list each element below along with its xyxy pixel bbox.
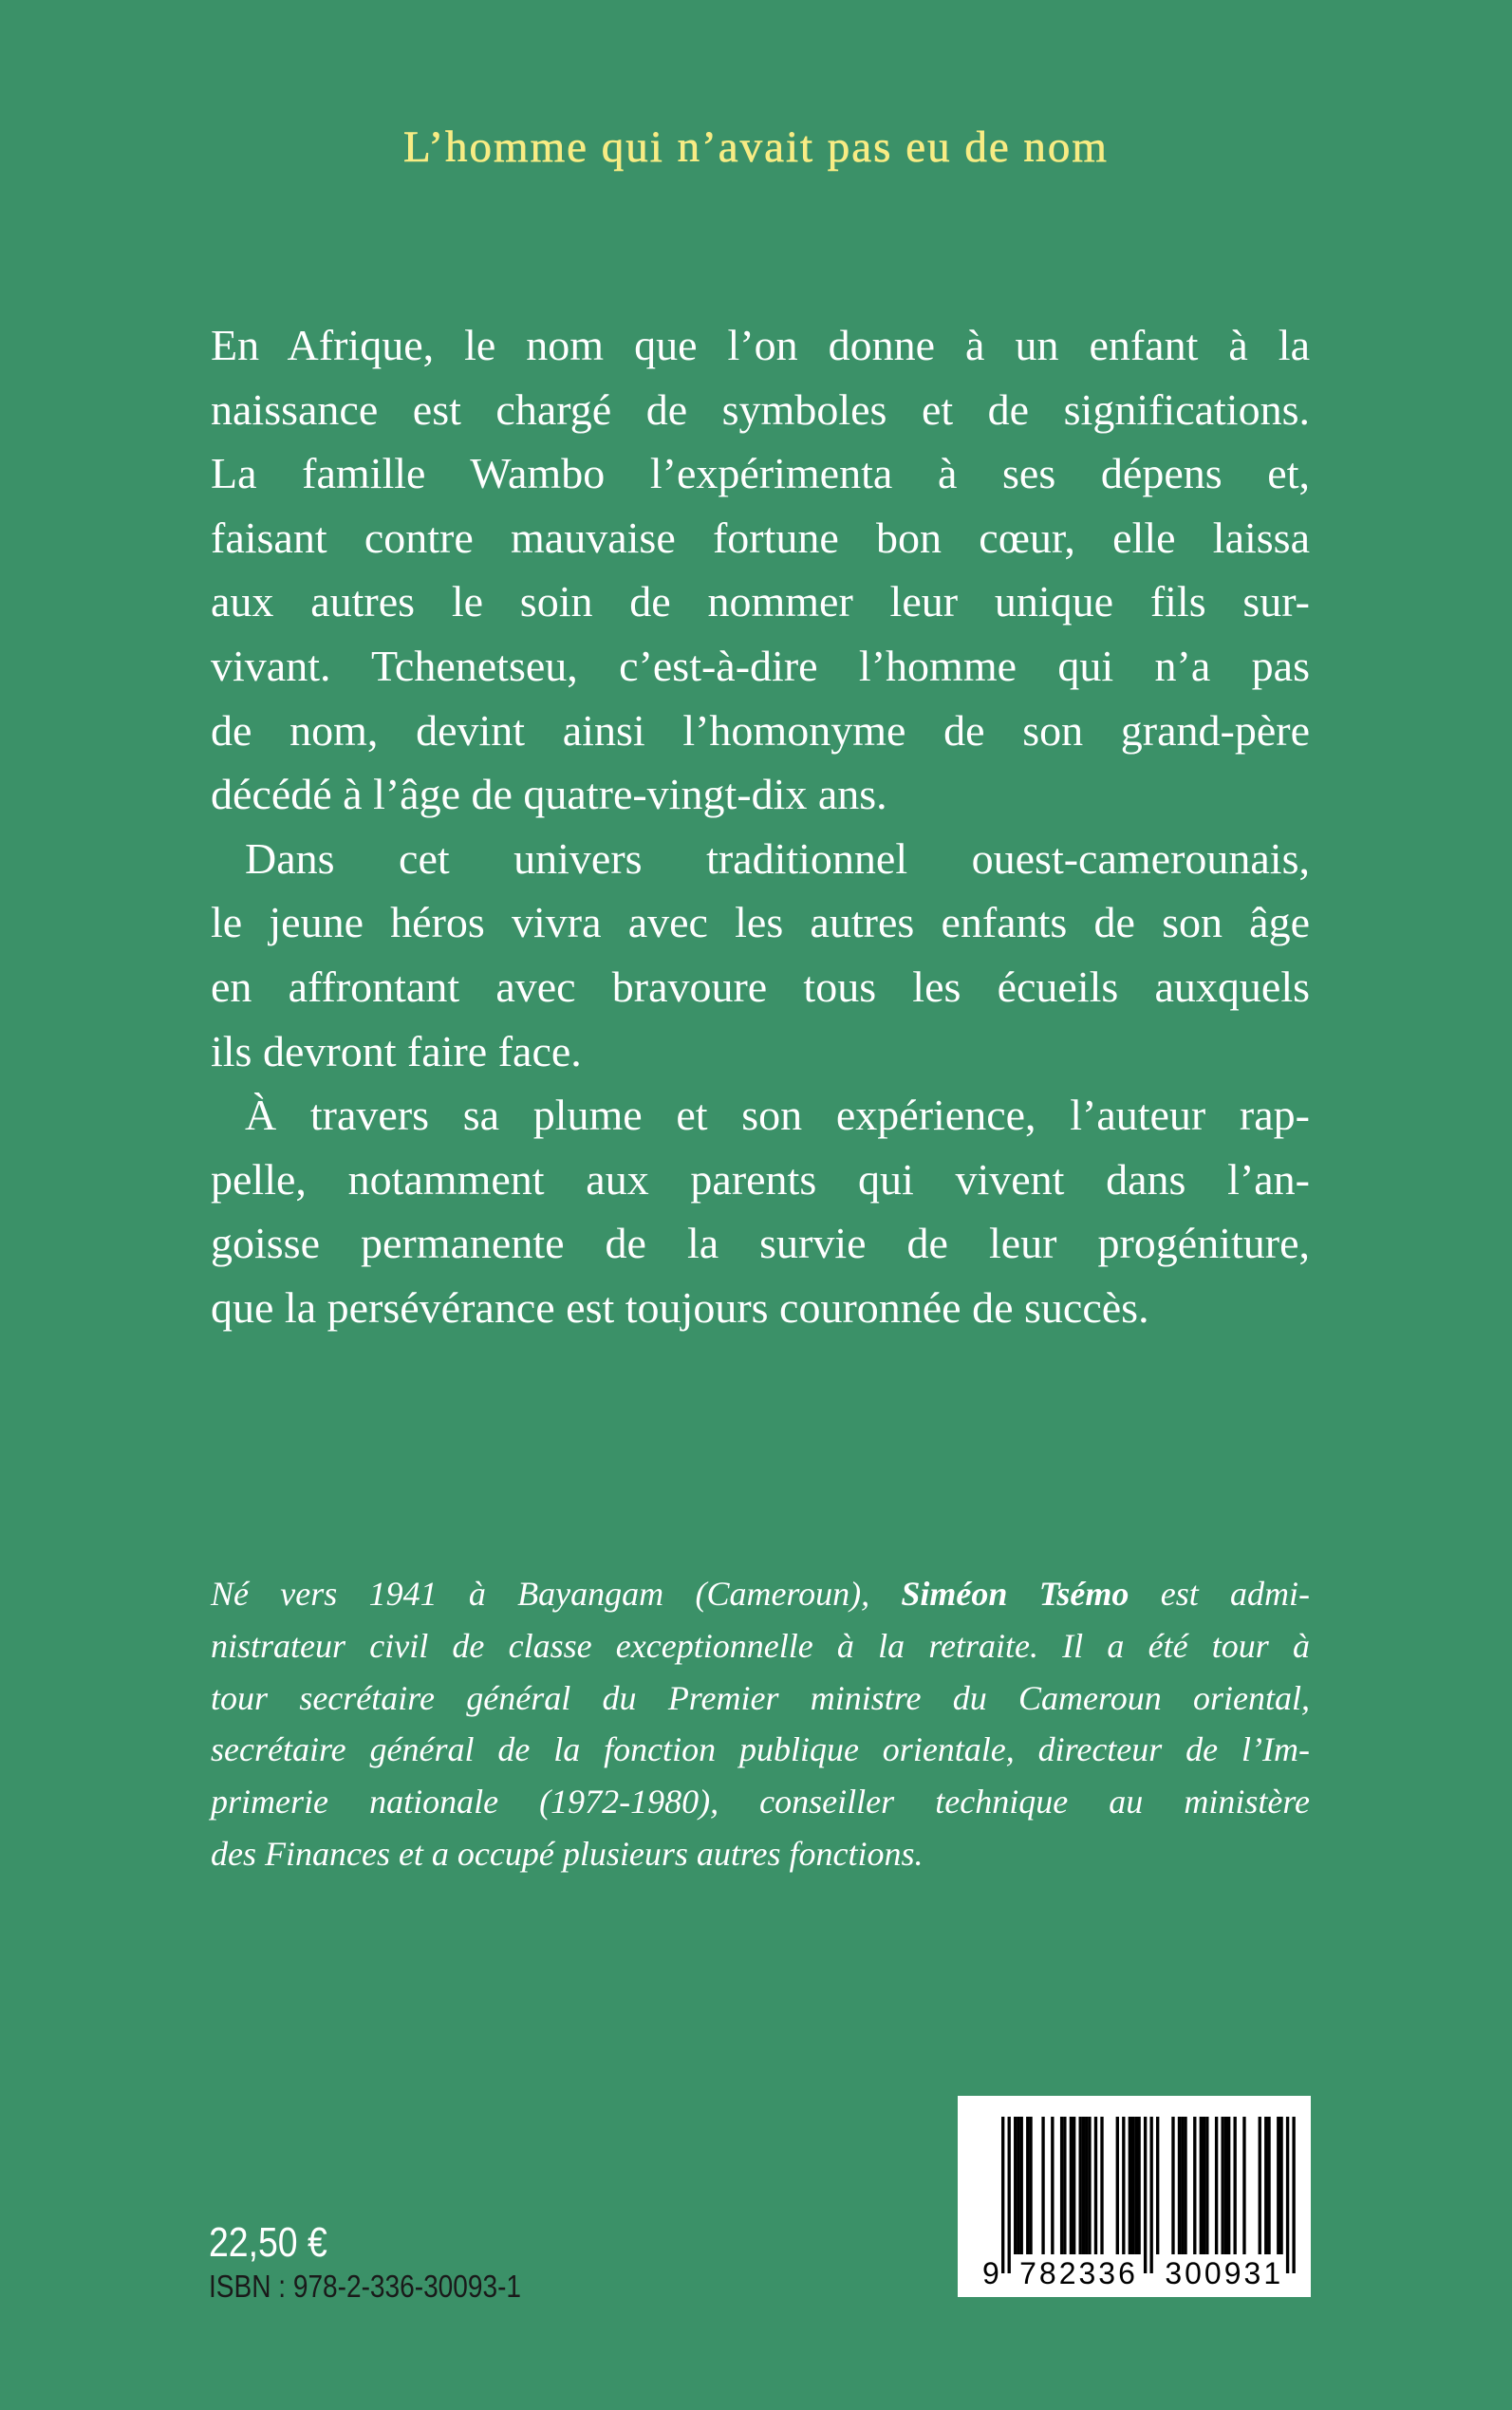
barcode-bar xyxy=(1184,2117,1186,2254)
barcode-bar xyxy=(1017,2117,1019,2254)
barcode-bar xyxy=(1073,2117,1075,2254)
barcode-bar xyxy=(1178,2117,1181,2254)
summary-line: aux autres le soin de nommer leur unique fils sur- xyxy=(211,577,1310,626)
barcode-bars xyxy=(958,2096,1311,2297)
barcode-bar xyxy=(1029,2117,1032,2254)
barcode-bar xyxy=(1234,2117,1237,2254)
barcode-digits: 300931 xyxy=(1165,2256,1284,2290)
barcode-digits: 9 xyxy=(982,2256,1002,2290)
barcode-bar xyxy=(1122,2117,1125,2254)
isbn-barcode xyxy=(958,2096,1311,2297)
summary-line: La famille Wambo l’expérimenta à ses dépens et, xyxy=(211,449,1310,498)
summary-line: le jeune héros vivra avec les autres enfants de son âge xyxy=(211,898,1310,947)
summary-line: En Afrique, le nom que l’on donne à un enfant à la xyxy=(211,321,1310,369)
summary-line: faisant contre mauvaise fortune bon cœur, elle laissa xyxy=(211,513,1310,562)
barcode-bar xyxy=(1063,2117,1066,2254)
barcode-bar xyxy=(1060,2117,1063,2254)
barcode-bar xyxy=(1242,2117,1245,2254)
bio-line: primerie nationale (1972-1980), conseiller technique au ministère xyxy=(211,1783,1310,1822)
barcode-bar xyxy=(1277,2117,1279,2254)
barcode-bar xyxy=(1181,2117,1184,2254)
summary-line: Dans cet univers traditionnel ouest-camerounais, xyxy=(245,833,1310,883)
barcode-bar xyxy=(1205,2117,1208,2254)
bio-line: des Finances et a occupé plusieurs autres fonctions. xyxy=(211,1834,924,1873)
barcode-bar xyxy=(1200,2117,1203,2254)
barcode-bar xyxy=(1082,2117,1085,2254)
barcode-bar xyxy=(1292,2117,1295,2273)
summary-line: ils devront faire face. xyxy=(211,1026,582,1075)
summary-line: goisse permanente de la survie de leur progéniture, xyxy=(211,1219,1310,1268)
barcode-bar xyxy=(1221,2117,1223,2254)
summary-line: que la persévérance est toujours couronnée de succès. xyxy=(211,1282,1149,1332)
book-title: L’homme qui n’avait pas eu de nom xyxy=(402,122,1109,172)
barcode-bar xyxy=(1156,2117,1159,2254)
summary-line: vivant. Tchenetseu, c’est-à-dire l’homme qui n’a pas xyxy=(211,641,1310,690)
barcode-bar xyxy=(1224,2117,1227,2254)
barcode-bar xyxy=(1227,2117,1230,2254)
barcode-bar xyxy=(1203,2117,1205,2254)
barcode-bar xyxy=(1129,2117,1131,2254)
barcode-bar xyxy=(1193,2117,1196,2254)
barcode-bar xyxy=(1267,2117,1270,2254)
barcode-bar xyxy=(1144,2117,1147,2273)
barcode-bar xyxy=(1041,2117,1044,2254)
summary-line: À travers sa plume et son expérience, l’auteur rap- xyxy=(245,1091,1310,1140)
barcode-bar xyxy=(1149,2117,1152,2273)
barcode-bar xyxy=(1100,2117,1103,2254)
barcode-bar xyxy=(1215,2117,1218,2254)
barcode-bar xyxy=(1014,2117,1017,2254)
barcode-bar xyxy=(1137,2117,1140,2254)
barcode-digits: 782336 xyxy=(1019,2256,1138,2290)
barcode-bar xyxy=(1020,2117,1023,2254)
barcode-bar xyxy=(1264,2117,1267,2254)
isbn: ISBN : 978-2-336-30093-1 xyxy=(209,2269,522,2304)
barcode-bar xyxy=(1286,2117,1289,2273)
summary-line: en affrontant avec bravoure tous les écueils auxquels xyxy=(211,962,1310,1011)
summary-line: décédé à l’âge de quatre-vingt-dix ans. xyxy=(211,770,887,819)
barcode-bar xyxy=(1008,2117,1011,2273)
summary-line: pelle, notamment aux parents qui vivent dans l’an- xyxy=(211,1154,1310,1204)
barcode-bar xyxy=(1134,2117,1137,2254)
barcode-bar xyxy=(1088,2117,1091,2254)
barcode-bar xyxy=(1001,2117,1004,2273)
bio-line: secrétaire général de la fonction publique orientale, directeur de l’Im- xyxy=(211,1730,1310,1769)
barcode-bar xyxy=(1171,2117,1174,2254)
summary-line: naissance est chargé de symboles et de significations. xyxy=(211,384,1310,434)
bio-line xyxy=(211,1568,1310,1620)
bio-line: nistrateur civil de classe exceptionnelle à la retraite. Il a été tour à xyxy=(211,1626,1310,1665)
barcode-bar xyxy=(1116,2117,1119,2254)
barcode-bar xyxy=(1085,2117,1088,2254)
bio-text: est admi- xyxy=(1129,1575,1311,1613)
barcode-bar xyxy=(1026,2117,1029,2254)
barcode-bar xyxy=(1279,2117,1282,2254)
price: 22,50 € xyxy=(209,2219,327,2266)
barcode-bar xyxy=(1051,2117,1054,2254)
barcode-bar xyxy=(1131,2117,1134,2254)
bio-text: Né vers 1941 à Bayangam (Cameroun), xyxy=(211,1575,902,1613)
barcode-bar xyxy=(1259,2117,1261,2254)
barcode-bar xyxy=(1094,2117,1097,2254)
summary-line: de nom, devint ainsi l’homonyme de son grand-père xyxy=(211,705,1310,755)
author-name: Siméon Tsémo xyxy=(901,1575,1129,1613)
author-bio xyxy=(211,1568,1310,1880)
barcode-bar xyxy=(1070,2117,1073,2254)
summary-text xyxy=(211,313,1310,1340)
bio-line: tour secrétaire général du Premier ministre du Cameroun oriental, xyxy=(211,1678,1310,1717)
barcode-bar xyxy=(1079,2117,1082,2254)
